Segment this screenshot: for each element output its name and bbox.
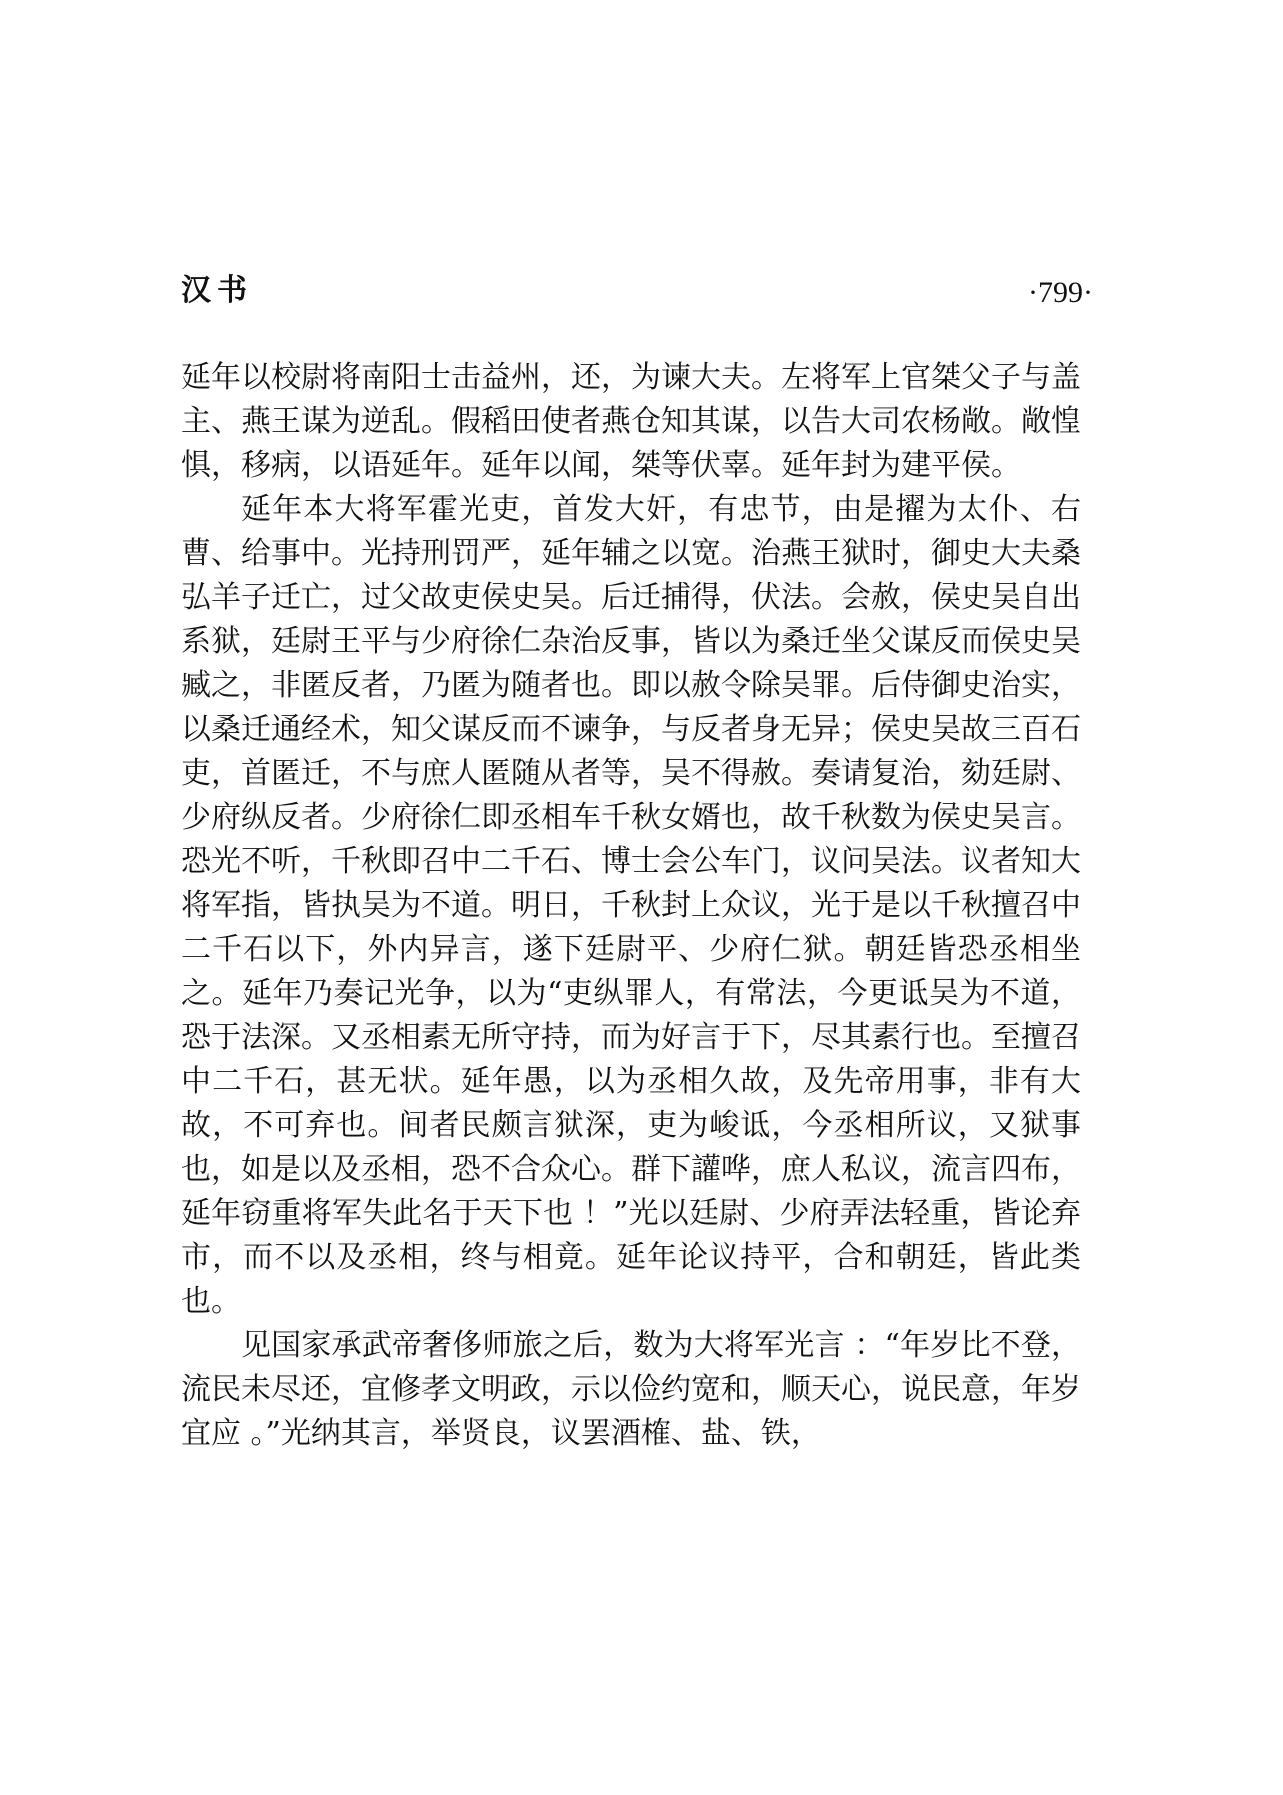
- paragraph: 延年以校尉将南阳士击益州，还，为谏大夫。左将军上官桀父子与盖主、燕王谋为逆乱。假稻田使者燕仓知其谋，以告大司农杨敞。敞惶惧，移病，以语延年。延年以闻，桀等伏辜。延年封为建平侯。: [181, 360, 1081, 483]
- body-text: [181, 356, 1081, 1456]
- running-title: 汉书: [181, 273, 253, 308]
- page-number: ·799·: [1028, 276, 1093, 309]
- paragraph: 见国家承武帝奢侈师旅之后，数为大将军光言 ：“年岁比不登，流民未尽还，宜修孝文明政，示以俭约宽和，顺天心，说民意，年岁宜应 。”光纳其言，举贤良，议罢酒榷、盐、铁，: [181, 1328, 1081, 1451]
- paragraph: 延年本大将军霍光吏，首发大奸，有忠节，由是擢为太仆、右曹、给事中。光持刑罚严，延年辅之以宽。治燕王狱时，御史大夫桑弘羊子迁亡，过父故吏侯史吴。后迁捕得，伏法。会赦，侯史吴自出系狱，廷尉王平与少府徐仁杂治反事，皆以为桑迁坐父谋反而侯史吴臧之，非匿反者，乃匿为随者也。即以赦令除吴罪。后侍御史治实，以桑迁通经术，知父谋反而不谏争，与反者身无异；侯史吴故三百石吏，首匿迁，不与庶人匿随从者等，吴不得赦。奏请复治，劾廷尉、少府纵反者。少府徐仁即丞相车千秋女婿也，故千秋数为侯史吴言。恐光不听，千秋即召中二千石、博士会公车门，议问吴法。议者知大将军指，皆执吴为不道。明日，千秋封上众议，光于是以千秋擅召中二千石以下，外内异言，遂下廷尉平、少府仁狱。朝廷皆恐丞相坐之。延年乃奏记光争，以为“吏纵罪人，有常法，今更诋吴为不道，恐于法深。又丞相素无所守持，而为好言于下，尽其素行也。至擅召中二千石，甚无状。延年愚，以为丞相久故，及先帝用事，非有大故，不可弃也。间者民颇言狱深，吏为峻诋，今丞相所议，又狱事也，如是以及丞相，恐不合众心。群下讙哗，庶人私议，流言四布，延年窃重将军失此名于天下也 ！”光以廷尉、少府弄法轻重，皆论弃市，而不以及丞相，终与相竟。延年论议持平，合和朝廷，皆此类也。: [181, 492, 1081, 1319]
